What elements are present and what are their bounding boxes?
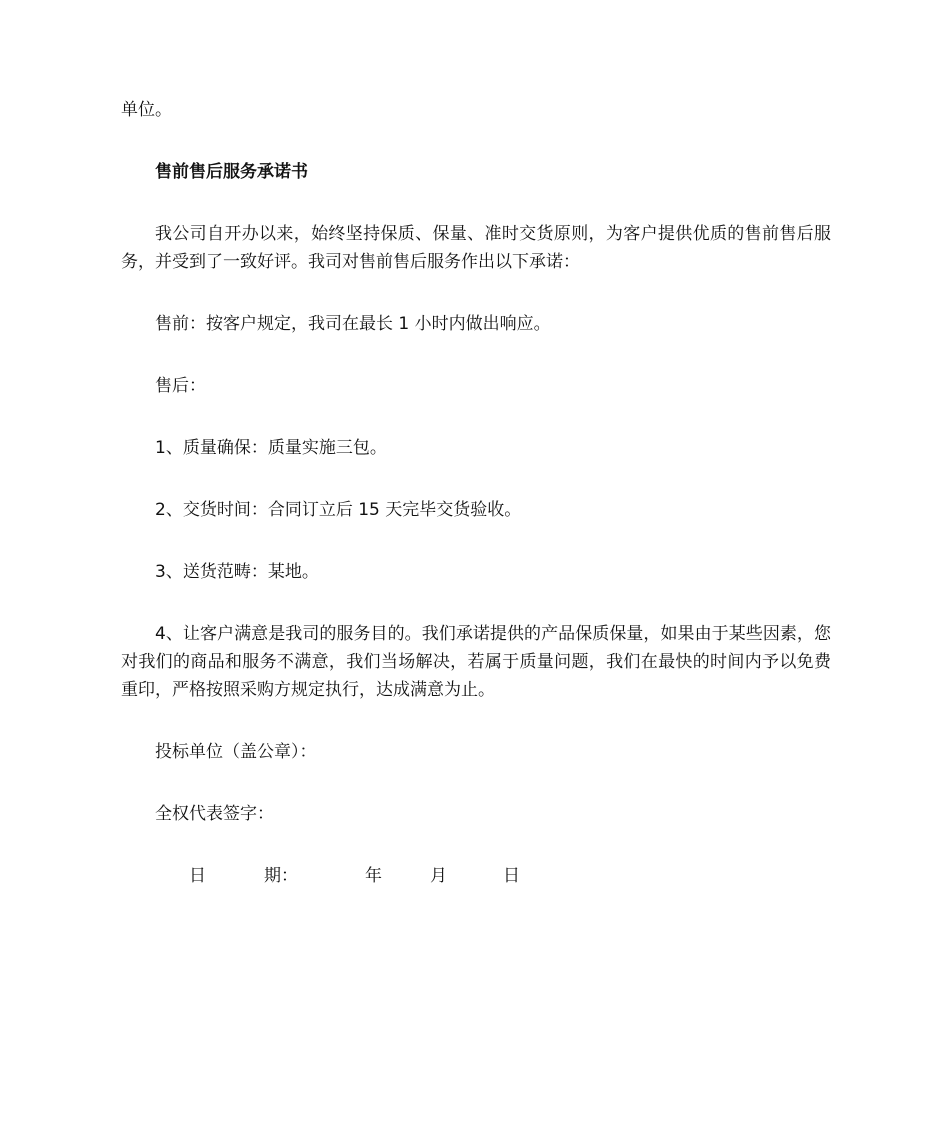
lead-text: 单位。 bbox=[121, 100, 172, 120]
list-item-delivery-time: 2、交货时间：合同订立后 15 天完毕交货验收。 bbox=[155, 500, 522, 520]
document-title: 售前售后服务承诺书 bbox=[155, 162, 308, 182]
bidder-seal-line: 投标单位（盖公章）： bbox=[155, 742, 317, 762]
list-item-delivery-scope: 3、送货范畴：某地。 bbox=[155, 562, 319, 582]
date-label-ri: 日 bbox=[189, 866, 206, 886]
presale-paragraph: 售前：按客户规定，我司在最长 1 小时内做出响应。 bbox=[155, 314, 551, 334]
date-day-label: 日 bbox=[503, 866, 520, 886]
date-label-qi: 期： bbox=[264, 866, 298, 886]
document-body bbox=[121, 96, 831, 924]
date-line bbox=[121, 862, 831, 890]
intro-paragraph: 我公司自开办以来，始终坚持保质、保量、准时交货原则，为客户提供优质的售前售后服务，并受到了一致好评。我司对售前售后服务作出以下承诺： bbox=[121, 224, 831, 272]
aftersale-heading: 售后： bbox=[155, 376, 206, 396]
representative-signature-line: 全权代表签字： bbox=[155, 804, 274, 824]
list-item-quality: 1、质量确保：质量实施三包。 bbox=[155, 438, 387, 458]
date-month-label: 月 bbox=[430, 866, 447, 886]
list-item-satisfaction: 4、让客户满意是我司的服务目的。我们承诺提供的产品保质保量，如果由于某些因素，您对我们的商品和服务不满意，我们当场解决，若属于质量问题，我们在最快的时间内予以免费重印，严格按照采购方规定执行，达成满意为止。 bbox=[121, 624, 831, 700]
date-year-label: 年 bbox=[365, 866, 382, 886]
